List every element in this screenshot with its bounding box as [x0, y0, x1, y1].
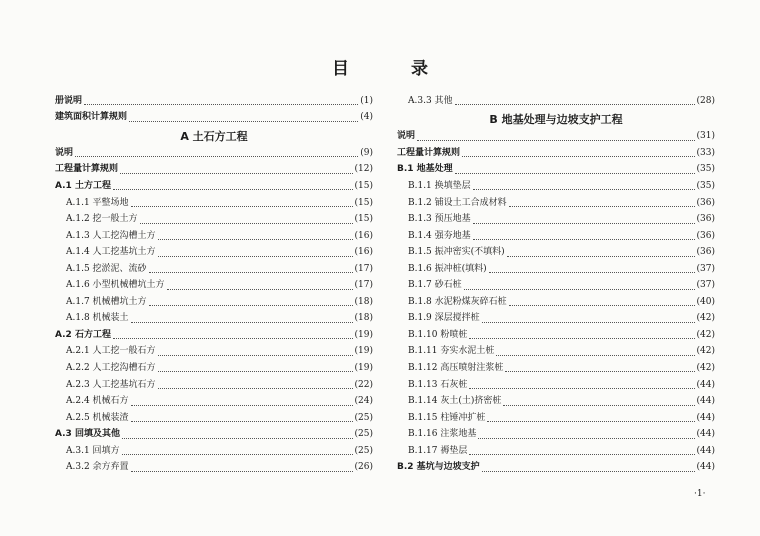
toc-entry-label: B.1.4 强夯地基	[408, 230, 471, 241]
toc-entry	[55, 145, 373, 162]
toc-entry-label: B.1.13 石灰桩	[408, 379, 468, 390]
toc-entry-page: (17)	[354, 280, 373, 291]
dot-leader	[482, 470, 695, 472]
dot-leader	[113, 337, 353, 339]
dot-leader	[120, 172, 353, 174]
toc-entry-page: (17)	[354, 263, 373, 274]
toc-entry	[397, 443, 715, 460]
dot-leader	[131, 404, 353, 406]
dot-leader	[462, 155, 695, 157]
toc-entry-page: (25)	[354, 445, 373, 456]
dot-leader	[455, 103, 695, 105]
toc-entry-page: (15)	[354, 180, 373, 191]
page-number: ·1·	[694, 489, 706, 499]
dot-leader	[113, 188, 353, 190]
page-title: 目 录	[332, 59, 456, 79]
toc-entry	[55, 93, 373, 110]
toc-entry-label: B.1 地基处理	[397, 164, 453, 175]
toc-entry-label: A.2.3 人工挖基坑石方	[66, 379, 156, 390]
dot-leader	[149, 271, 353, 273]
toc-entry-label: B.1.16 注浆地基	[408, 429, 477, 440]
toc-entry-label: B.2 基坑与边坡支护	[397, 462, 480, 473]
dot-leader	[167, 288, 353, 290]
toc-entry-page: (44)	[696, 396, 715, 407]
toc-entry	[55, 211, 373, 228]
toc-entry-page: (15)	[354, 214, 373, 225]
toc-entry	[397, 211, 715, 228]
dot-leader	[140, 222, 353, 224]
dot-leader	[469, 337, 694, 339]
toc-entry	[55, 426, 373, 443]
toc-entry-label: B.1.8 水泥粉煤灰碎石桩	[408, 296, 507, 307]
dot-leader	[131, 470, 353, 472]
toc-entry-label: A.2.5 机械装渣	[66, 412, 129, 423]
toc-entry-label: A.1.2 挖一般土方	[66, 214, 138, 225]
toc-entry-label: 工程量计算规则	[55, 164, 119, 175]
toc-entry	[55, 162, 373, 179]
toc-entry	[55, 327, 373, 344]
toc-entry-page: (37)	[696, 263, 715, 274]
dot-leader	[469, 387, 694, 389]
toc-entry	[55, 277, 373, 294]
toc-right-items	[397, 129, 715, 476]
toc-entry-label: 说明	[55, 147, 74, 158]
toc-entry-page: (35)	[696, 164, 715, 175]
toc-entry-label: A.2.1 人工挖一般石方	[66, 346, 156, 357]
toc-entry-label: B.1.10 粉喷桩	[408, 329, 468, 340]
toc-entry-page: (18)	[354, 296, 373, 307]
toc-entry-page: (18)	[354, 313, 373, 324]
dot-leader	[473, 188, 695, 190]
toc-entry-page: (44)	[696, 412, 715, 423]
dot-leader	[482, 321, 695, 323]
dot-leader	[487, 420, 694, 422]
toc-entry	[55, 344, 373, 361]
toc-entry-page: (15)	[354, 197, 373, 208]
toc-entry-label: B.1.9 深层搅拌桩	[408, 313, 480, 324]
dot-leader	[496, 354, 694, 356]
toc-entry	[397, 327, 715, 344]
toc-entry-page: (44)	[696, 445, 715, 456]
toc-entry	[55, 393, 373, 410]
toc-entry-page: (36)	[696, 214, 715, 225]
dot-leader	[503, 404, 694, 406]
dot-leader	[84, 103, 358, 105]
toc-entry	[397, 393, 715, 410]
toc-entry	[397, 145, 715, 162]
toc-entry	[397, 261, 715, 278]
toc-entry-page: (36)	[696, 247, 715, 258]
toc-entry-label: B.1.17 褥垫层	[408, 445, 468, 456]
dot-leader	[131, 205, 353, 207]
toc-entry-label: A.3 回填及其他	[55, 429, 120, 440]
dot-leader	[509, 304, 695, 306]
toc-entry-page: (42)	[696, 362, 715, 373]
toc-entry	[55, 459, 373, 476]
toc-entry-label: A.2.2 人工挖沟槽石方	[66, 362, 156, 373]
toc-entry-page: (24)	[354, 396, 373, 407]
toc-entry	[55, 294, 373, 311]
toc-entry-label: A.1.1 平整场地	[66, 197, 129, 208]
toc-entry-label: A.3.3 其他	[408, 95, 453, 106]
dot-leader	[158, 354, 353, 356]
dot-leader	[158, 387, 353, 389]
toc-entry-page: (19)	[354, 329, 373, 340]
toc-entry	[55, 228, 373, 245]
toc-entry-label: B.1.3 预压地基	[408, 214, 471, 225]
toc-entry-page: (25)	[354, 412, 373, 423]
toc-entry-page: (28)	[696, 95, 715, 106]
dot-leader	[469, 453, 694, 455]
toc-entry	[397, 459, 715, 476]
toc-entry	[397, 93, 715, 110]
toc-entry-page: (12)	[354, 164, 373, 175]
toc-entry-label: A.1.5 挖淤泥、流砂	[66, 263, 147, 274]
toc-entry-label: A.1.8 机械装土	[66, 313, 129, 324]
section-heading-a: A 土石方工程	[180, 129, 248, 143]
toc-entry-label: 建筑面积计算规则	[55, 112, 128, 123]
toc-entry	[397, 129, 715, 146]
toc-entry-label: A.1.4 人工挖基坑土方	[66, 247, 156, 258]
toc-entry-label: B.1.1 换填垫层	[408, 180, 471, 191]
toc-entry-page: (16)	[354, 230, 373, 241]
toc-entry-page: (37)	[696, 280, 715, 291]
dot-leader	[122, 437, 353, 439]
toc-entry-page: (42)	[696, 329, 715, 340]
toc-entry	[397, 195, 715, 212]
toc-entry-label: B.1.6 振冲桩(填料)	[408, 263, 487, 274]
toc-entry-page: (4)	[360, 112, 373, 123]
dot-leader	[75, 155, 358, 157]
dot-leader	[417, 139, 695, 141]
section-heading-b: B 地基处理与边坡支护工程	[489, 113, 623, 127]
dot-leader	[158, 238, 353, 240]
toc-entry-page: (36)	[696, 230, 715, 241]
toc-entry-label: A.3.2 余方弃置	[66, 462, 129, 473]
toc-entry	[397, 344, 715, 361]
toc-entry-label: 工程量计算规则	[397, 147, 461, 158]
dot-leader	[129, 120, 358, 122]
toc-entry-label: B.1.14 灰土(土)挤密桩	[408, 396, 502, 407]
toc-entry	[397, 360, 715, 377]
toc-entry	[55, 377, 373, 394]
toc-entry-label: A.1.3 人工挖沟槽土方	[66, 230, 156, 241]
dot-leader	[473, 238, 695, 240]
toc-entry-label: 说明	[397, 131, 416, 142]
toc-entry-label: B.1.12 高压喷射注浆桩	[408, 362, 504, 373]
toc-entry	[55, 261, 373, 278]
toc-entry-label: A.1.6 小型机械槽坑土方	[66, 280, 165, 291]
toc-entry-label: B.1.5 振冲密实(不填料)	[408, 247, 505, 258]
toc-entry-label: A.2 石方工程	[55, 329, 111, 340]
toc-right-column	[397, 93, 715, 476]
dot-leader	[158, 255, 353, 257]
toc-entry-page: (36)	[696, 197, 715, 208]
toc-entry	[397, 377, 715, 394]
toc-entry-page: (25)	[354, 429, 373, 440]
dot-leader	[131, 420, 353, 422]
toc-entry	[55, 311, 373, 328]
toc-entry-page: (26)	[354, 462, 373, 473]
toc-entry-page: (1)	[360, 95, 373, 106]
toc-entry	[55, 443, 373, 460]
toc-entry-page: (42)	[696, 346, 715, 357]
toc-entry	[397, 410, 715, 427]
dot-leader	[122, 453, 353, 455]
toc-entry-label: B.1.2 铺设土工合成材料	[408, 197, 507, 208]
dot-leader	[489, 271, 695, 273]
toc-entry-page: (16)	[354, 247, 373, 258]
toc-entry	[55, 410, 373, 427]
dot-leader	[455, 172, 695, 174]
toc-left-items	[55, 145, 373, 476]
toc-entry-label: B.1.15 柱锤冲扩桩	[408, 412, 486, 423]
toc-entry	[55, 178, 373, 195]
toc-entry-page: (19)	[354, 346, 373, 357]
toc-entry-label: 册说明	[55, 95, 83, 106]
toc-entry	[397, 162, 715, 179]
toc-entry-label: A.1.7 机械槽坑土方	[66, 296, 147, 307]
dot-leader	[507, 255, 695, 257]
toc-entry	[397, 294, 715, 311]
toc-entry-page: (33)	[696, 147, 715, 158]
toc-entry-page: (22)	[354, 379, 373, 390]
toc-left-pre	[55, 93, 373, 126]
dot-leader	[473, 222, 695, 224]
toc-entry	[397, 277, 715, 294]
toc-entry	[397, 178, 715, 195]
toc-entry-page: (44)	[696, 462, 715, 473]
dot-leader	[464, 288, 695, 290]
dot-leader	[509, 205, 695, 207]
dot-leader	[149, 304, 353, 306]
toc-right-pre	[397, 93, 715, 110]
toc-entry-label: B.1.7 砂石桩	[408, 280, 462, 291]
dot-leader	[158, 370, 353, 372]
dot-leader	[131, 321, 353, 323]
toc-entry-label: A.3.1 回填方	[66, 445, 120, 456]
toc-entry-page: (19)	[354, 362, 373, 373]
toc-entry-page: (40)	[696, 296, 715, 307]
toc-entry	[397, 426, 715, 443]
toc-entry-page: (44)	[696, 379, 715, 390]
toc-entry-page: (9)	[360, 147, 373, 158]
toc-entry-page: (44)	[696, 429, 715, 440]
toc-entry	[397, 228, 715, 245]
toc-entry	[55, 195, 373, 212]
toc-entry-page: (42)	[696, 313, 715, 324]
toc-entry-page: (31)	[696, 131, 715, 142]
toc-entry-label: A.2.4 机械石方	[66, 396, 129, 407]
toc-entry	[55, 110, 373, 127]
toc-entry	[55, 244, 373, 261]
toc-entry-label: B.1.11 夯实水泥土桩	[408, 346, 495, 357]
dot-leader	[505, 370, 694, 372]
toc-entry	[397, 244, 715, 261]
toc-entry-label: A.1 土方工程	[55, 180, 111, 191]
toc-entry-page: (35)	[696, 180, 715, 191]
toc-left-column	[55, 93, 373, 476]
dot-leader	[478, 437, 694, 439]
toc-entry	[55, 360, 373, 377]
toc-entry	[397, 311, 715, 328]
